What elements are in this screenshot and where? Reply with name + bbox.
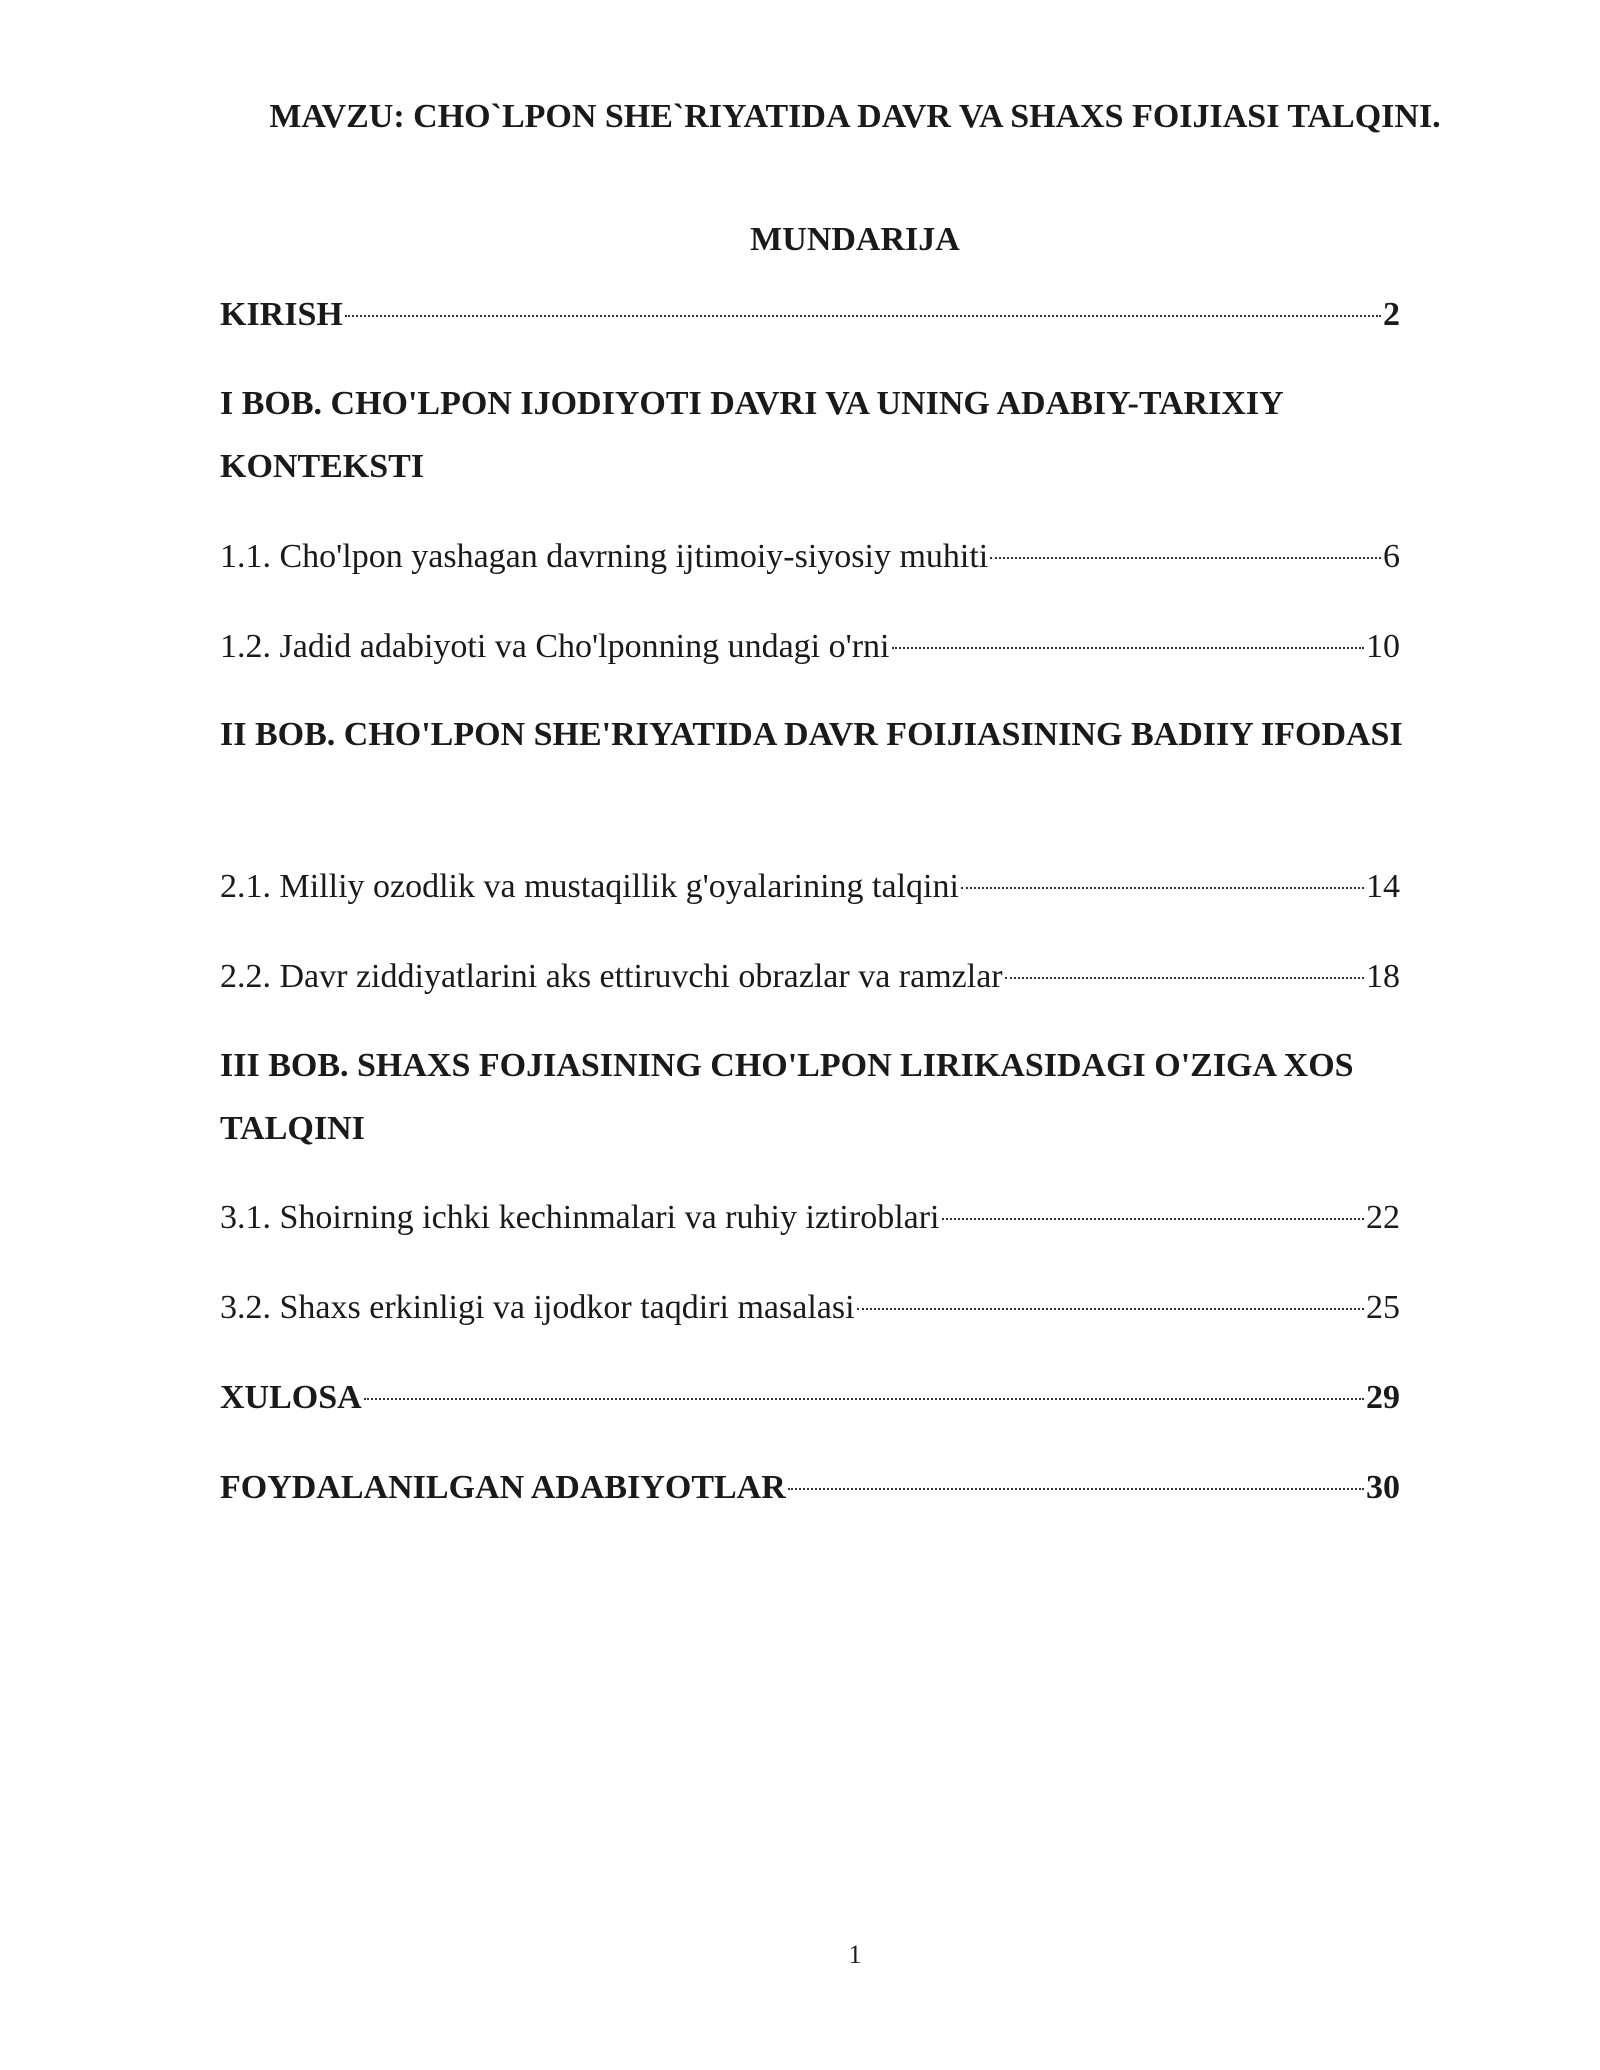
toc-entry-1-2 [220, 622, 1400, 672]
toc-entry-page: 29 [1366, 1379, 1400, 1416]
toc-leader-dots [942, 1218, 1365, 1220]
toc-entry-1-1 [220, 532, 1400, 582]
page-number: 1 [848, 1940, 862, 1969]
toc-leader-dots [961, 887, 1364, 889]
toc-entry-2-1 [220, 862, 1400, 912]
toc-entry-page: 18 [1366, 958, 1400, 995]
toc-entry-label: XULOSA [220, 1379, 362, 1416]
toc-leader-dots [788, 1488, 1364, 1490]
toc-entry-label: 1.2. Jadid adabiyoti va Cho'lponning undagi o'rni [220, 628, 890, 665]
toc-entry-page: 22 [1366, 1199, 1400, 1236]
document-title: MAVZU: CHO`LPON SHE`RIYATIDA DAVR VA SHAXS FOIJIASI TALQINI. [269, 98, 1441, 135]
toc-entry-label: FOYDALANILGAN ADABIYOTLAR [220, 1469, 786, 1506]
toc-entry-label: 3.1. Shoirning ichki kechinmalari va ruhiy iztiroblari [220, 1199, 940, 1236]
toc-leader-dots [892, 647, 1364, 649]
toc-entry-page: 25 [1366, 1289, 1400, 1326]
toc-entry-label: 1.1. Cho'lpon yashagan davrning ijtimoiy-siyosiy muhiti [220, 538, 989, 575]
toc-entry-references [220, 1463, 1400, 1513]
toc-leader-dots [1005, 977, 1364, 979]
toc-entry-3-1 [220, 1193, 1400, 1243]
toc-chapter-2: II BOB. CHO'LPON SHE'RIYATIDA DAVR FOIJIASINING BADIIY IFODASI [220, 716, 1403, 753]
toc-entry-page: 2 [1383, 296, 1400, 333]
toc-leader-dots [857, 1308, 1364, 1310]
toc-entry-conclusion [220, 1373, 1400, 1423]
toc-chapter-3: III BOB. SHAXS FOJIASINING CHO'LPON LIRIKASIDAGI O'ZIGA XOS TALQINI [220, 1047, 1354, 1147]
toc-entry-label: 2.2. Davr ziddiyatlarini aks ettiruvchi obrazlar va ramzlar [220, 958, 1003, 995]
toc-entry-label: 2.1. Milliy ozodlik va mustaqillik g'oyalarining talqini [220, 868, 959, 905]
toc-entry-page: 10 [1366, 628, 1400, 665]
toc-entry-page: 30 [1366, 1469, 1400, 1506]
toc-entry-3-2 [220, 1283, 1400, 1333]
toc-entry-page: 14 [1366, 868, 1400, 905]
toc-entry-intro [220, 290, 1400, 340]
toc-heading: MUNDARIJA [750, 221, 960, 258]
toc-leader-dots [990, 557, 1381, 559]
toc-leader-dots [364, 1398, 1364, 1400]
toc-leader-dots [345, 315, 1381, 317]
toc-entry-page: 6 [1383, 538, 1400, 575]
toc-chapter-1: I BOB. CHO'LPON IJODIYOTI DAVRI VA UNING ADABIY-TARIXIY KONTEKSTI [220, 385, 1283, 485]
toc-entry-label: 3.2. Shaxs erkinligi va ijodkor taqdiri masalasi [220, 1289, 855, 1326]
toc-entry-label: KIRISH [220, 296, 343, 333]
toc-entry-2-2 [220, 952, 1400, 1002]
